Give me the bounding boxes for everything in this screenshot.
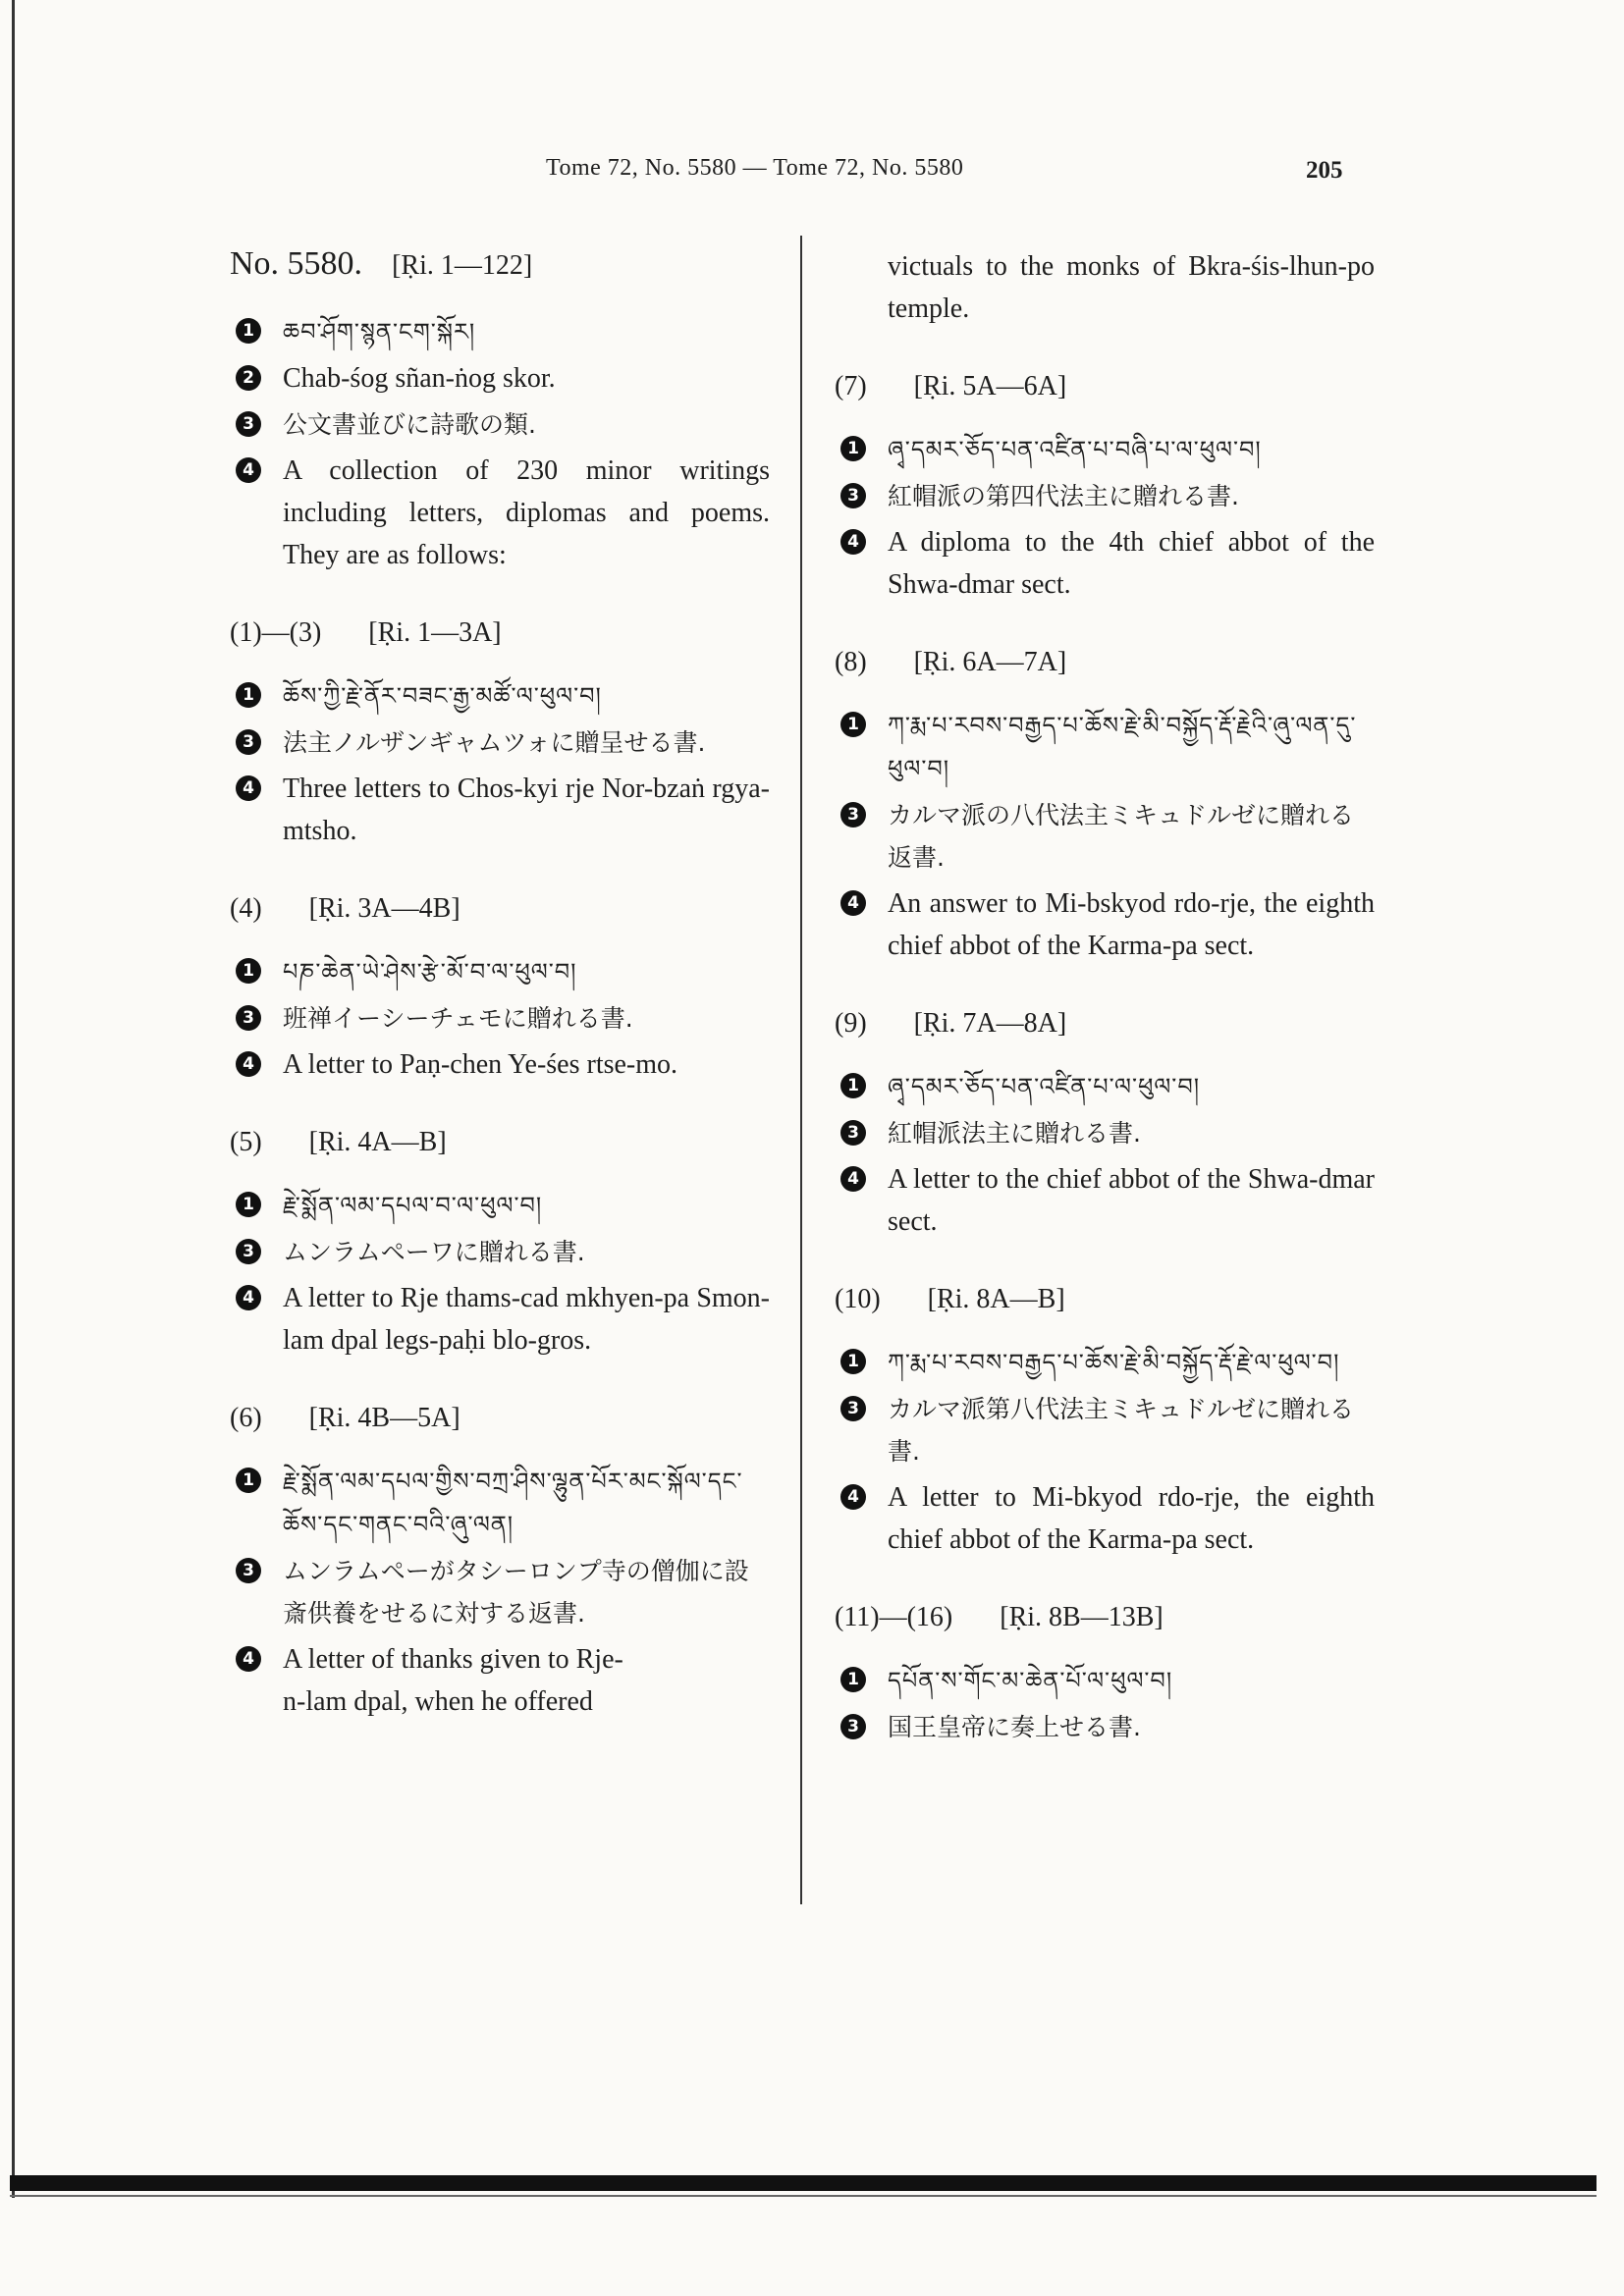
- section-tibetan: 1 ཞྭ་དམར་ཅོད་པན་འཛིན་པ་བཞི་པ་ལ་ཕུལ་བ།: [835, 428, 1375, 471]
- summary-transliteration: 2 Chab-śog sñan-ṅog skor.: [230, 357, 770, 400]
- marker-4-icon: 4: [840, 529, 866, 555]
- left-column: [230, 245, 770, 1727]
- marker-3-icon: 3: [840, 1120, 866, 1146]
- section-heading: (10) [Ṛi. 8A—B]: [835, 1284, 1065, 1314]
- marker-4-icon: 4: [236, 1285, 261, 1310]
- section-english: 4 A letter of thanks given to Rje- n-lam dpal, when he offered: [230, 1638, 770, 1723]
- marker-1-icon: 1: [236, 682, 261, 708]
- marker-1-icon: 1: [840, 1349, 866, 1374]
- bottom-rule-thin: [10, 2195, 1597, 2197]
- section-tibetan: 1 པཎ་ཆེན་ཡེ་ཤེས་རྩེ་མོ་བ་ལ་ཕུལ་བ།: [230, 950, 770, 993]
- section-japanese: 3 法主ノルザンギャムツォに贈呈せる書.: [230, 721, 770, 764]
- marker-4-icon: 4: [840, 890, 866, 916]
- marker-1-icon: 1: [840, 1073, 866, 1098]
- marker-3-icon: 3: [840, 802, 866, 828]
- marker-4-icon: 4: [840, 1166, 866, 1192]
- section-tibetan: 1 རྗེ་སྨོན་ལམ་དཔལ་གྱིས་བཀྲ་ཤིས་ལྷུན་པོར་མང་སྐོལ་དང་ཆོས་དང་གནང་བའི་ཞུ་ལན།: [230, 1460, 770, 1546]
- summary-english: 4 A collection of 230 minor writings including letters, diplomas and poems. They are as follows:: [230, 450, 770, 576]
- section-heading: (5) [Ṛi. 4A—B]: [230, 1127, 447, 1157]
- section-japanese: 3 カルマ派第八代法主ミキュドルゼに贈れる書.: [835, 1388, 1375, 1472]
- section-english: 4 A letter to the chief abbot of the Shwa-dmar sect.: [835, 1158, 1375, 1243]
- marker-1-icon: 1: [236, 318, 261, 344]
- section-tibetan: 1 དཔོན་ས་གོང་མ་ཆེན་པོ་ལ་ཕུལ་བ།: [835, 1659, 1375, 1702]
- section-japanese: 3 ムンラムペーワに贈れる書.: [230, 1231, 770, 1273]
- marker-4-icon: 4: [236, 1051, 261, 1077]
- section-tibetan: 1 ཀ་རྨ་པ་རབས་བརྒྱད་པ་ཆོས་རྗེ་མི་བསྐྱོད་རྡོ་རྗེའི་ཞུ་ལན་དུ་ཕུལ་བ།: [835, 704, 1375, 790]
- column-divider: [800, 236, 802, 1904]
- marker-1-icon: 1: [236, 1192, 261, 1217]
- section-english: 4 Three letters to Chos-kyi rje Nor-bzaṅ rgya-mtsho.: [230, 768, 770, 852]
- running-title: Tome 72, No. 5580 — Tome 72, No. 5580: [546, 155, 964, 181]
- marker-3-icon: 3: [236, 411, 261, 437]
- section-english: 4 An answer to Mi-bskyod rdo-rje, the eighth chief abbot of the Karma-pa sect.: [835, 882, 1375, 967]
- section-tibetan: 1 ཀ་རྨ་པ་རབས་བརྒྱད་པ་ཆོས་རྗེ་མི་བསྐྱོད་རྡོ་རྗེ་ལ་ཕུལ་བ།: [835, 1341, 1375, 1384]
- left-margin-rule: [12, 0, 15, 2198]
- section-heading: (11)—(16) [Ṛi. 8B—13B]: [835, 1602, 1164, 1632]
- section-japanese: 3 紅帽派の第四代法主に贈れる書.: [835, 475, 1375, 517]
- marker-4-icon: 4: [236, 775, 261, 801]
- page-number: 205: [1306, 157, 1343, 184]
- marker-3-icon: 3: [840, 1396, 866, 1421]
- bottom-rule: [10, 2175, 1597, 2191]
- entry-number: No. 5580.: [230, 245, 363, 282]
- section-english: 4 A diploma to the 4th chief abbot of the Shwa-dmar sect.: [835, 521, 1375, 606]
- section-english: 4 A letter to Paṇ-chen Ye-śes rtse-mo.: [230, 1043, 770, 1086]
- entry-title: [230, 245, 770, 283]
- entry-ref: [Ṛi. 1—122]: [392, 250, 533, 281]
- marker-1-icon: 1: [236, 958, 261, 984]
- section-tibetan: 1 རྗེ་སྨོན་ལམ་དཔལ་བ་ལ་ཕུལ་བ།: [230, 1184, 770, 1227]
- section-english: 4 A letter to Mi-bkyod rdo-rje, the eighth chief abbot of the Karma-pa sect.: [835, 1476, 1375, 1561]
- marker-4-icon: 4: [236, 457, 261, 483]
- marker-1-icon: 1: [840, 712, 866, 737]
- marker-2-icon: 2: [236, 365, 261, 391]
- marker-4-icon: 4: [236, 1646, 261, 1672]
- marker-1-icon: 1: [236, 1468, 261, 1493]
- marker-3-icon: 3: [236, 1005, 261, 1031]
- marker-1-icon: 1: [840, 1667, 866, 1692]
- section-tibetan: 1 ཞྭ་དམར་ཅོད་པན་འཛིན་པ་ལ་ཕུལ་བ།: [835, 1065, 1375, 1108]
- section-heading: (1)—(3) [Ṛi. 1—3A]: [230, 617, 502, 648]
- section-japanese: 3 ムンラムペーがタシーロンプ寺の僧伽に設斎供養をせるに対する返書.: [230, 1550, 770, 1634]
- page-header: [0, 151, 1624, 190]
- right-column: [835, 245, 1375, 1752]
- section-heading: (7) [Ṛi. 5A—6A]: [835, 371, 1067, 401]
- section-japanese: 3 班禅イーシーチェモに贈れる書.: [230, 997, 770, 1040]
- section-heading: (4) [Ṛi. 3A—4B]: [230, 893, 460, 924]
- section-english: 4 A letter to Rje thams-cad mkhyen-pa Smon-lam dpal legs-paḥi blo-gros.: [230, 1277, 770, 1362]
- summary-japanese: 3 公文書並びに詩歌の類.: [230, 403, 770, 446]
- continued-text: victuals to the monks of Bkra-śis-lhun-po temple.: [888, 251, 1375, 324]
- marker-3-icon: 3: [236, 1558, 261, 1583]
- summary-tibetan: 1 ཆབ་ཤོག་སྙན་ངག་སྐོར།: [230, 310, 770, 353]
- section-heading: (8) [Ṛi. 6A—7A]: [835, 647, 1067, 677]
- section-heading: (6) [Ṛi. 4B—5A]: [230, 1403, 460, 1433]
- marker-3-icon: 3: [840, 1714, 866, 1739]
- marker-3-icon: 3: [236, 729, 261, 755]
- marker-1-icon: 1: [840, 436, 866, 461]
- section-japanese: 3 紅帽派法主に贈れる書.: [835, 1112, 1375, 1154]
- marker-3-icon: 3: [840, 483, 866, 508]
- section-japanese: 3 カルマ派の八代法主ミキュドルゼに贈れる返書.: [835, 794, 1375, 879]
- marker-4-icon: 4: [840, 1484, 866, 1510]
- marker-3-icon: 3: [236, 1239, 261, 1264]
- section-heading: (9) [Ṛi. 7A—8A]: [835, 1008, 1067, 1039]
- section-japanese: 3 国王皇帝に奏上せる書.: [835, 1706, 1375, 1748]
- section-tibetan: 1 ཆོས་ཀྱི་རྗེ་ནོར་བཟང་རྒྱ་མཚོ་ལ་ཕུལ་བ།: [230, 674, 770, 718]
